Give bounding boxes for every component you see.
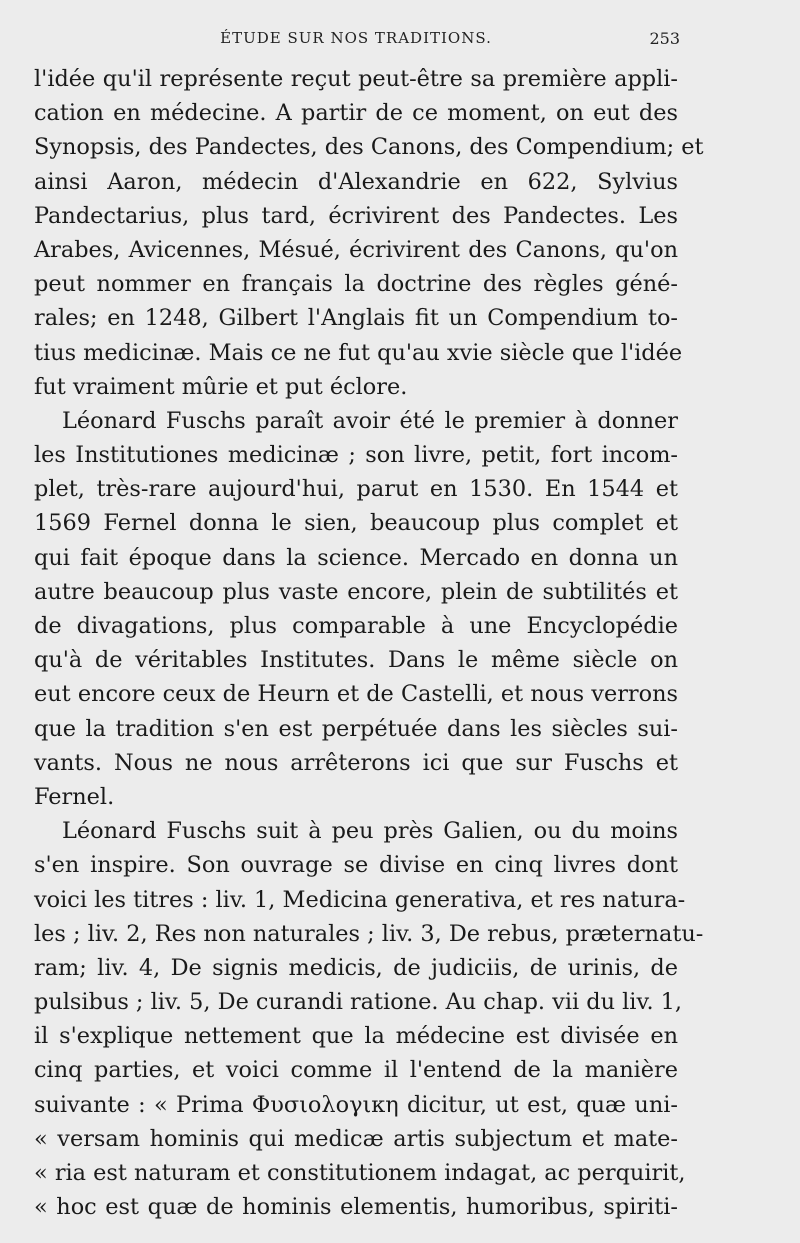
text-line: plet, très-rare aujourd'hui, parut en 1530. En 1544 et [34, 476, 678, 503]
text-line: « versam hominis qui medicæ artis subjectum et mate- [34, 1125, 678, 1152]
text-line: cation en médecine. A partir de ce moment, on eut des [34, 100, 678, 127]
body-text [34, 62, 704, 1224]
text-line: « ria est naturam et constitutionem indagat, ac perquirit, [34, 1160, 686, 1186]
paragraph-first-line: Léonard Fuschs paraît avoir été le premier à donner [62, 407, 678, 434]
text-line: autre beaucoup plus vaste encore, plein de subtilités et [34, 578, 678, 605]
text-line: les ; liv. 2, Res non naturales ; liv. 3, De rebus, præternatu- [34, 920, 704, 947]
text-line: que la tradition s'en est perpétuée dans les siècles sui- [34, 715, 678, 742]
text-line: Synopsis, des Pandectes, des Canons, des Compendium; et [34, 134, 704, 161]
text-line: tius medicinæ. Mais ce ne fut qu'au xvie siècle que l'idée [34, 339, 683, 366]
text-line: ram; liv. 4, De signis medicis, de judiciis, de urinis, de [34, 954, 678, 981]
text-line: cinq parties, et voici comme il l'entend de la manière [34, 1057, 678, 1084]
text-line: qu'à de véritables Institutes. Dans le même siècle on [34, 647, 678, 674]
text-line: les Institutiones medicinæ ; son livre, petit, fort incom- [34, 442, 678, 469]
text-line: Fernel. [34, 783, 115, 810]
text-line: « hoc est quæ de hominis elementis, humoribus, spiriti- [34, 1194, 678, 1221]
page-number: 253 [649, 29, 680, 48]
text-line: de divagations, plus comparable à une Encyclopédie [34, 613, 678, 639]
text-line: qui fait époque dans la science. Mercado en donna un [34, 544, 678, 571]
text-line: Arabes, Avicennes, Mésué, écrivirent des Canons, qu'on [34, 236, 678, 263]
text-line: s'en inspire. Son ouvrage se divise en cinq livres dont [34, 852, 678, 879]
text-line: suivante : « Prima Φυσιολογικη dicitur, ut est, quæ uni- [34, 1091, 678, 1118]
text-line: ainsi Aaron, médecin d'Alexandrie en 622, Sylvius [34, 168, 678, 195]
text-line: eut encore ceux de Heurn et de Castelli, et nous verrons [34, 681, 678, 708]
text-line: Pandectarius, plus tard, écrivirent des Pandectes. Les [34, 202, 678, 229]
text-line: pulsibus ; liv. 5, De curandi ratione. Au chap. vii du liv. 1, [34, 989, 683, 1016]
running-head [34, 29, 678, 53]
text-line: fut vraiment mûrie et put éclore. [34, 373, 408, 400]
running-title: ÉTUDE SUR NOS TRADITIONS. [220, 29, 492, 47]
text-line: 1569 Fernel donna le sien, beaucoup plus complet et [34, 510, 678, 537]
text-line: l'idée qu'il représente reçut peut-être sa première appli- [34, 66, 678, 92]
text-line: voici les titres : liv. 1, Medicina generativa, et res natura- [34, 886, 686, 913]
text-line: il s'explique nettement que la médecine est divisée en [34, 1023, 678, 1050]
paragraph-first-line: Léonard Fuschs suit à peu près Galien, ou du moins [62, 818, 678, 845]
text-line: peut nommer en français la doctrine des règles géné- [34, 271, 678, 298]
text-line: vants. Nous ne nous arrêterons ici que sur Fuschs et [34, 749, 678, 776]
text-line: rales; en 1248, Gilbert l'Anglais fit un Compendium to- [34, 305, 678, 332]
